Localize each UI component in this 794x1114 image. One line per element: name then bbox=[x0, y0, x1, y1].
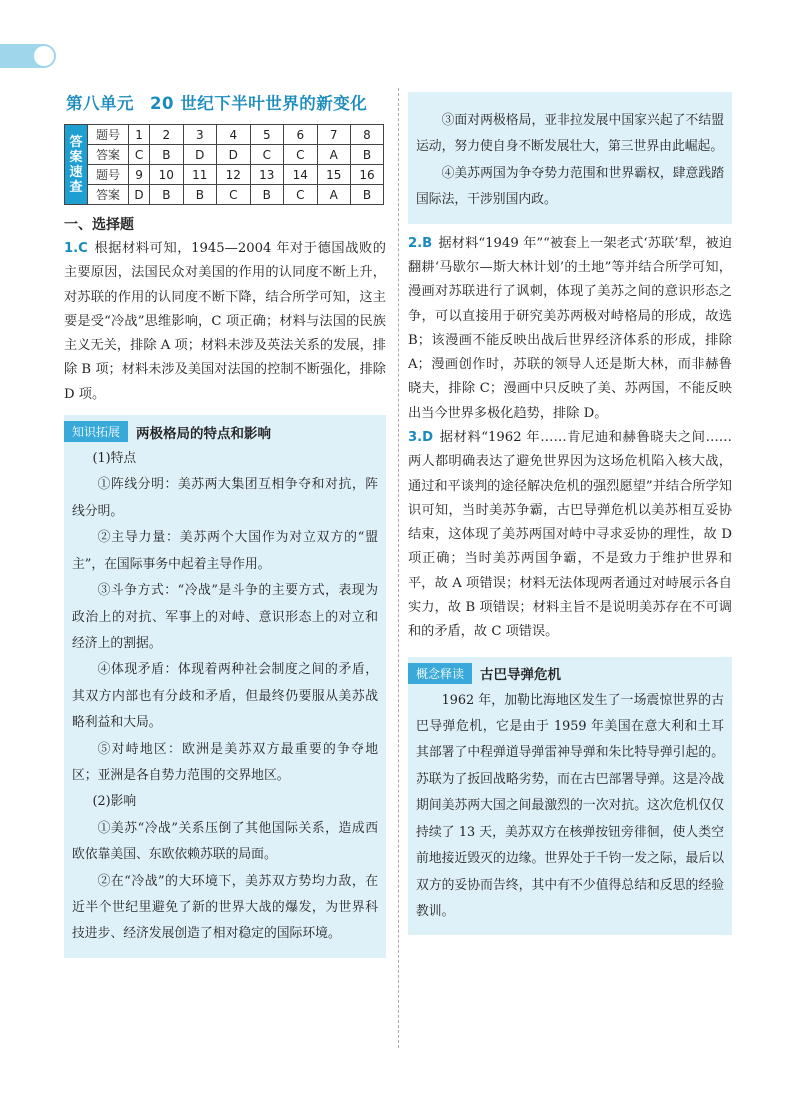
unit-title bbox=[66, 92, 386, 116]
answer-cell: C bbox=[284, 185, 317, 205]
answer-row-header: 题号 bbox=[88, 165, 129, 185]
answer-row bbox=[88, 145, 384, 165]
question-2-number: 2.B bbox=[408, 235, 433, 251]
knowledge-line: ①美苏“冷战”关系压倒了其他国际关系，造成西欧依靠美国、东欧依赖苏联的局面。 bbox=[72, 820, 378, 863]
answer-row-header: 题号 bbox=[88, 125, 129, 145]
side-char: 查 bbox=[69, 179, 83, 195]
knowledge-line: ④体现矛盾：体现着两种社会制度之间的矛盾，其双方内部也有分歧和矛盾，但最终仍要服从美苏战略利益和大局。 bbox=[72, 662, 378, 731]
left-column bbox=[64, 92, 386, 958]
answer-cell: 8 bbox=[350, 125, 383, 145]
concept-tag: 概念释读 bbox=[408, 663, 472, 684]
answer-cell: 2 bbox=[150, 125, 183, 145]
answer-cell: B bbox=[350, 145, 383, 165]
unit-name: 20 世纪下半叶世界的新变化 bbox=[150, 94, 368, 113]
question-1-text: 根据材料可知，1945—2004 年对于德国战败的主要原因，法国民众对美国的作用的认同度不断上升，对苏联的作用的认同度不断下降，结合所学可知，这主要是受“冷战”思维影响，C 项正确；材料与法国的民族主义无关，排除 A 项；材料未涉及英法关系的发展，排除 B 项；材料未涉及美国对法国的控制不断强化，排除 D 项。 bbox=[64, 241, 386, 402]
answer-cell: 5 bbox=[250, 125, 283, 145]
concept-text: 1962 年，加勒比海地区发生了一场震惊世界的古巴导弹危机，它是由于 1959 年美国在意大利和土耳其部署了中程弹道导弹雷神导弹和朱比特导弹引起的。苏联为了扳回战略劣势，而在古巴部署导弹。这是冷战期间美苏两大国之间最激烈的一次对抗。这次危机仅仅持续了 13 天，美苏双方在核弹按钮旁徘徊，使人类空前地接近毁灭的边缘。世界处于千钧一发之际，最后以双方的妥协而告终，其中有不少值得总结和反思的经验教训。 bbox=[416, 692, 724, 919]
knowledge-title: 两极格局的特点和影响 bbox=[136, 425, 272, 442]
answer-table-side-label bbox=[65, 125, 87, 204]
question-3-text: 据材料“1962 年……肯尼迪和赫鲁晓夫之间……两人都明确表达了避免世界因为这场危机陷入核大战，通过和平谈判的途径解决危机的强烈愿望”并结合所学知识可知，当时美苏争霸，古巴导弹危机以美苏相互妥协结束，这体现了美苏两国对峙中寻求妥协的理性，故 D 项正确；当时美苏两国争霸，不是致力于维护世界和平，故 A 项错误；材料无法体现两者通过对峙展示各自实力，故 B 项错误；材料主旨不是说明美苏存在不可调和的矛盾，故 C 项错误。 bbox=[408, 430, 732, 640]
answer-cell: 6 bbox=[284, 125, 317, 145]
knowledge-line: ②主导力量：美苏两个大国作为对立双方的“盟主”，在国际事务中起着主导作用。 bbox=[72, 530, 378, 572]
answer-cell: 7 bbox=[317, 125, 350, 145]
answer-cell: 9 bbox=[129, 165, 150, 185]
side-char: 案 bbox=[69, 149, 83, 165]
concept-title: 古巴导弹危机 bbox=[480, 667, 562, 684]
answer-cell: A bbox=[317, 145, 350, 165]
answer-cell: 12 bbox=[217, 165, 250, 185]
answer-cell: C bbox=[284, 145, 317, 165]
answer-cell: 16 bbox=[350, 165, 383, 185]
knowledge-extension-box bbox=[64, 415, 386, 958]
knowledge-tag: 知识拓展 bbox=[64, 421, 128, 442]
question-3-explanation bbox=[408, 426, 732, 645]
answer-cell: 15 bbox=[317, 165, 350, 185]
knowledge-line: (1)特点 bbox=[92, 451, 137, 467]
concept-explanation-box bbox=[408, 657, 732, 936]
answer-cell: B bbox=[250, 185, 283, 205]
answer-row bbox=[88, 185, 384, 205]
knowledge-line: ③斗争方式：“冷战”是斗争的主要方式，表现为政治上的对抗、军事上的对峙、意识形态上的对立和经济上的割据。 bbox=[72, 583, 378, 651]
answer-cell: 10 bbox=[150, 165, 183, 185]
column-divider bbox=[398, 88, 399, 1048]
knowledge-line: ①阵线分明：美苏两大集团互相争夺和对抗，阵线分明。 bbox=[72, 477, 378, 519]
answer-cell: 4 bbox=[217, 125, 250, 145]
tab-dot bbox=[34, 46, 54, 66]
knowledge-line: ②在“冷战”的大环境下，美苏双方势均力敌，在近半个世纪里避免了新的世界大战的爆发，为世界科技进步、经济发展创造了相对稳定的国际环境。 bbox=[72, 873, 378, 942]
concept-box-header bbox=[408, 663, 724, 684]
question-1-number: 1.C bbox=[64, 241, 88, 256]
answer-cell: 13 bbox=[250, 165, 283, 185]
answer-grid bbox=[87, 125, 383, 204]
question-2-explanation bbox=[408, 232, 732, 426]
answer-cell: B bbox=[350, 185, 383, 205]
answer-cell: D bbox=[129, 185, 150, 205]
answer-cell: 1 bbox=[129, 125, 150, 145]
answer-quick-check-table bbox=[64, 124, 384, 205]
knowledge-extension-box-continued bbox=[408, 92, 732, 224]
side-char: 速 bbox=[69, 164, 83, 180]
answer-row-header: 答案 bbox=[88, 185, 129, 205]
answer-cell: 3 bbox=[183, 125, 216, 145]
knowledge-line: ④美苏两国为争夺势力范围和世界霸权，肆意践踏国际法，干涉别国内政。 bbox=[416, 165, 724, 208]
answer-row bbox=[88, 125, 384, 145]
answer-cell: C bbox=[250, 145, 283, 165]
answer-cell: 11 bbox=[183, 165, 216, 185]
section-heading: 一、选择题 bbox=[64, 217, 134, 233]
answer-row-header: 答案 bbox=[88, 145, 129, 165]
right-column bbox=[408, 92, 732, 935]
answer-cell: B bbox=[150, 185, 183, 205]
knowledge-line: (2)影响 bbox=[92, 794, 137, 810]
answer-cell: B bbox=[150, 145, 183, 165]
answer-cell: C bbox=[217, 185, 250, 205]
question-1-explanation bbox=[64, 237, 386, 407]
knowledge-line: ③面对两极格局，亚非拉发展中国家兴起了不结盟运动，努力使自身不断发展壮大，第三世界由此崛起。 bbox=[416, 113, 724, 155]
question-2-text: 据材料“1949 年”“被套上一架老式‘苏联’犁，被迫翻耕‘马歇尔—斯大林计划’的土地”等并结合所学可知，漫画对苏联进行了讽刺，体现了美苏之间的意识形态之争，可以直接用于研究美苏两极对峙格局的形成，故选 B；该漫画不能反映出战后世界经济体系的形成，排除 A；漫画创作时，苏联的领导人还是斯大林，而非赫鲁晓夫，排除 C；漫画中只反映了美、苏两国，不能反映出当今世界多极化趋势，排除 D。 bbox=[408, 235, 732, 421]
corner-tab-decoration bbox=[0, 44, 56, 68]
side-char: 答 bbox=[69, 134, 83, 150]
knowledge-line: ⑤对峙地区：欧洲是美苏双方最重要的争夺地区；亚洲是各自势力范围的交界地区。 bbox=[72, 741, 378, 783]
answer-cell: B bbox=[183, 185, 216, 205]
question-3-number: 3.D bbox=[408, 430, 434, 445]
answer-cell: D bbox=[217, 145, 250, 165]
unit-label: 第八单元 bbox=[66, 94, 134, 113]
answer-cell: D bbox=[183, 145, 216, 165]
knowledge-box-header bbox=[64, 421, 378, 442]
answer-cell: C bbox=[129, 145, 150, 165]
answer-cell: 14 bbox=[284, 165, 317, 185]
answer-row bbox=[88, 165, 384, 185]
answer-cell: A bbox=[317, 185, 350, 205]
